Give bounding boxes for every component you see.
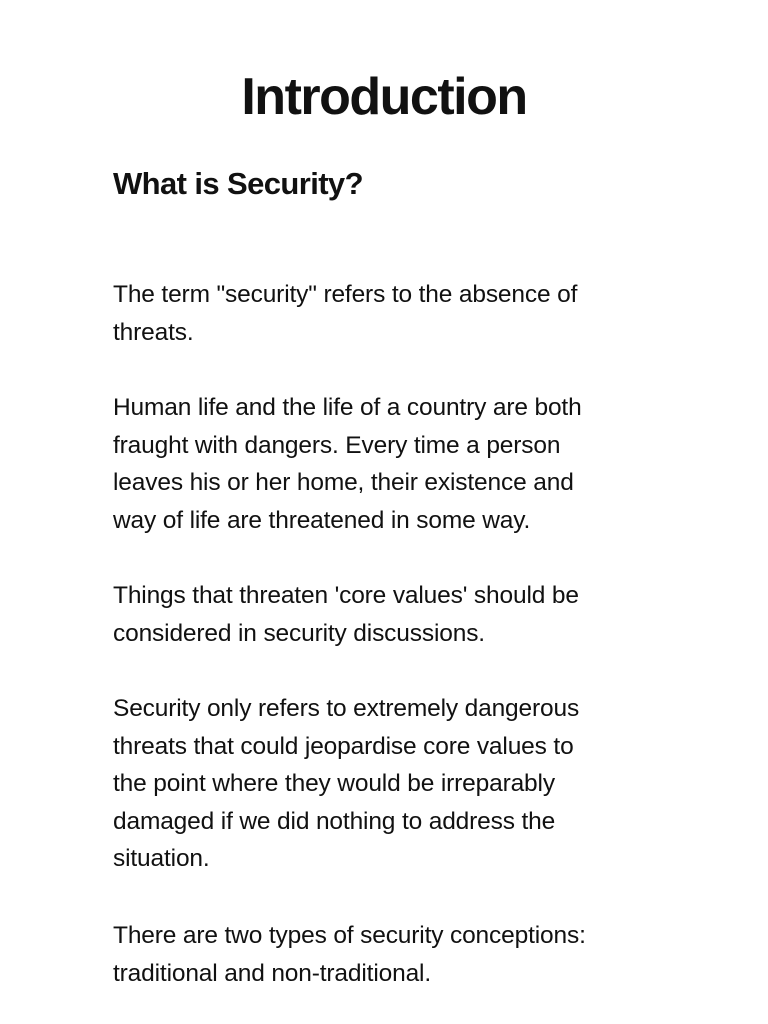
paragraph-line: leaves his or her home, their existence and [113,469,574,497]
paragraph-line: threats. [113,318,194,346]
paragraph-security-definition [113,276,653,351]
paragraph-line: considered in security discussions. [113,619,485,647]
paragraph-line: traditional and non-traditional. [113,959,431,987]
paragraph-line: fraught with dangers. Every time a person [113,431,561,459]
paragraph-line: Things that threaten 'core values' should be [113,582,579,609]
paragraph-line: damaged if we did nothing to address the [113,807,556,835]
paragraph-line: situation. [113,845,210,873]
paragraph-core-values [113,577,653,652]
paragraph-line: way of life are threatened in some way. [113,506,531,534]
paragraph-security-types [113,917,653,992]
paragraph-line: the point where they would be irreparably [113,770,555,798]
paragraph-line: Security only refers to extremely dangerous [113,695,580,722]
paragraph-dangers [113,389,653,539]
paragraph-line: threats that could jeopardise core values to [113,732,574,760]
paragraph-line: There are two types of security conceptions: [113,922,586,949]
paragraph-dangerous-threats [113,690,653,878]
page-title: Introduction [241,68,527,126]
paragraph-line: The term "security" refers to the absence of [113,281,578,308]
paragraph-line: Human life and the life of a country are both [113,394,582,421]
section-heading: What is Security? [113,166,363,201]
